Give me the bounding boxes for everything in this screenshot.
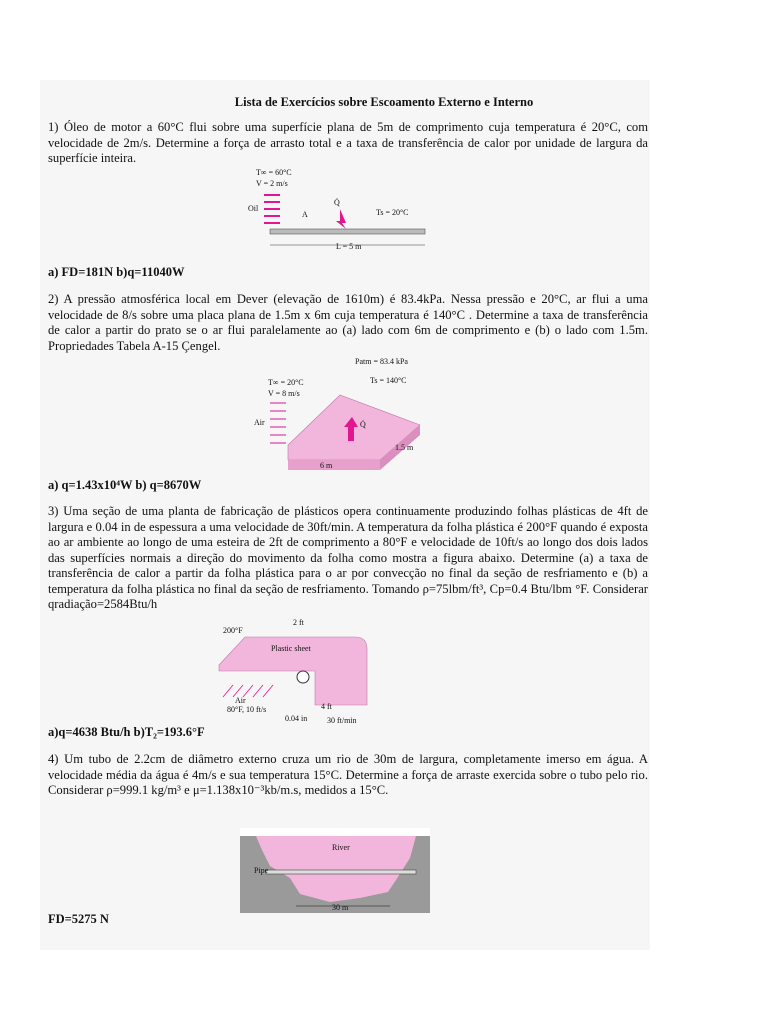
fig3-sheet-label: Plastic sheet: [271, 644, 311, 653]
fig4-pipe: [266, 870, 416, 874]
problem-1-answer: a) FD=181N b)q=11040W: [48, 265, 185, 279]
fig2-velocity: V = 8 m/s: [268, 389, 300, 398]
page-title: Lista de Exercícios sobre Escoamento Externo e Interno: [234, 95, 534, 109]
fig1-velocity: V = 2 m/s: [256, 179, 288, 188]
fig4-pipe-label: Pipe: [254, 866, 269, 875]
fig2-length: 6 m: [320, 461, 333, 470]
fig4-width: 30 m: [332, 903, 349, 912]
fig2-label-q: Q̇: [360, 420, 366, 429]
fig2-tinf: T∞ = 20°C: [268, 378, 304, 387]
problem-2-figure: [250, 355, 430, 475]
fig3-4ft: 4 ft: [321, 702, 332, 711]
fig2-flow-arrows: [270, 403, 286, 443]
problem-3-figure: [215, 615, 375, 725]
fig3-speed: 30 ft/min: [327, 716, 357, 725]
fig4-sky: [240, 828, 430, 836]
fig1-tinf: T∞ = 60°C: [256, 168, 292, 177]
fig1-ts: Ts = 20°C: [376, 208, 409, 217]
fig3-temp: 200°F: [223, 626, 243, 635]
fig3-roller: [297, 671, 309, 683]
fig3-air: Air: [235, 696, 246, 705]
problem-3-answer: a)q=4638 Btu/h b)T₂=193.6°F: [48, 725, 205, 739]
fig3-air-cond: 80°F, 10 ft/s: [227, 705, 267, 714]
problem-1-text: 1) Óleo de motor a 60°C flui sobre uma superfície plana de 5m de comprimento cuja temperatura é 20°C, com velocidade de 2m/s. Determine a força de arrasto total e a taxa de transferência de calor por unidade de largura da superfície inteira.: [48, 120, 648, 165]
fig1-oil: Oil: [248, 204, 259, 213]
fig2-patm: Patm = 83.4 kPa: [355, 357, 408, 366]
fig2-plate-side: [288, 460, 380, 470]
fig1-label-a: A: [302, 210, 308, 219]
fig2-ts: Ts = 140°C: [370, 376, 407, 385]
fig1-plate: [270, 229, 425, 234]
problem-4-figure: [240, 828, 430, 913]
problem-3-text: 3) Uma seção de uma planta de fabricação de plásticos opera continuamente produzindo folhas plásticas de 4ft de largura e 0.04 in de espessura a uma velocidade de 30ft/min. A temperatura da folha plástica é 200°F quando é exposta ao ar ambiente ao longo de uma esteira de 2ft de comprimento a 80°F e velocidade de 10ft/s ao longo dos dois lados das superfícies normais a direção do movimento da folha como mostra a figura abaixo. Determine (a) a taxa de transferência de calor a partir da folha plástica para o ar por convecção no final da seção de resfriamento e (b) a temperatura da folha plástica no final da seção de resfriamento. Tomando ρ=75lbm/ft³, Cp=0.4 Btu/lbm °F. Considerar qradiação=2584Btu/h: [48, 504, 648, 611]
fig1-flow-arrows: [264, 195, 280, 223]
problem-2-text: 2) A pressão atmosférica local em Dever (elevação de 1610m) é 83.4kPa. Nessa pressão e 20°C, ar flui a uma velocidade de 8/s sobre uma placa plana de 1.5m x 6m cuja temperatura é 140°C . Determine a taxa de transferência de calor a partir do prato se o ar flui paralelamente ao (a) lado com 6m de comprimento e (b) o lado com 1.5m. Propriedades Tabela A-15 Çengel.: [48, 292, 648, 353]
fig3-air-arrows: [223, 685, 273, 697]
problem-1-figure: [240, 165, 430, 255]
fig2-width: 1.5 m: [395, 443, 414, 452]
fig1-length: L = 5 m: [336, 242, 362, 251]
fig2-air: Air: [254, 418, 265, 427]
fig4-river-label: River: [332, 843, 350, 852]
fig1-heat-arrow: [336, 209, 346, 229]
problem-4-text: 4) Um tubo de 2.2cm de diâmetro externo cruza um rio de 30m de largura, completamente imerso em água. A velocidade média da água é 4m/s e sua temperatura 15°C. Determine a força de arraste exercida sobre o tubo pelo rio. Considerar ρ=999.1 kg/m³ e μ=1.138x10⁻³kb/m.s, medidos a 15°C.: [48, 752, 648, 797]
problem-4-answer: FD=5275 N: [48, 912, 109, 926]
fig3-thickness: 0.04 in: [285, 714, 308, 723]
fig1-label-q: Q̇: [334, 198, 340, 207]
fig3-2ft: 2 ft: [293, 618, 304, 627]
problem-2-answer: a) q=1.43x10⁴W b) q=8670W: [48, 478, 202, 492]
